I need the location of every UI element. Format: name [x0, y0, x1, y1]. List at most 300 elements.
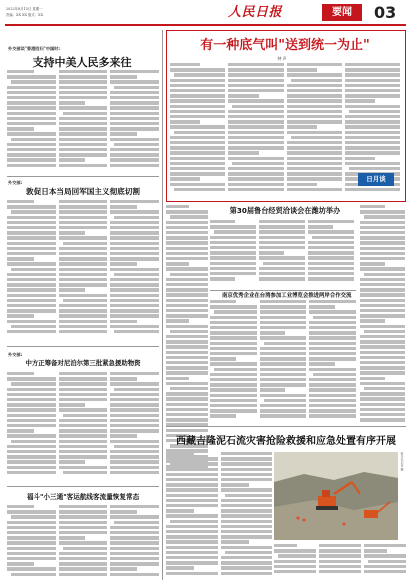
body-text-line	[110, 80, 159, 83]
body-text-line	[225, 551, 273, 554]
newspaper-logo: 人民日报	[228, 5, 283, 20]
body-text-line	[260, 300, 307, 303]
body-text-line	[364, 215, 405, 218]
body-text-line	[287, 146, 342, 149]
body-text-line	[287, 183, 317, 186]
body-text-line	[110, 252, 159, 255]
body-text-line	[110, 398, 159, 401]
body-text-line	[59, 200, 108, 203]
body-text-line	[210, 336, 257, 339]
body-text-line	[287, 105, 342, 108]
body-text-line	[309, 305, 335, 308]
article2-headline: 敦促日本当局回军国主义彻底切割	[26, 187, 140, 196]
body-text-line	[345, 89, 400, 92]
body-text-line	[210, 352, 257, 355]
body-text-line	[59, 557, 108, 560]
body-text-line	[7, 429, 34, 432]
body-text-line	[260, 373, 307, 376]
body-text-line	[166, 257, 208, 260]
body-text-line	[59, 268, 108, 271]
body-text-line	[221, 473, 273, 476]
body-text-line	[259, 251, 284, 254]
body-text-line	[110, 573, 159, 576]
body-text-line	[59, 80, 108, 83]
body-text-line	[345, 94, 400, 97]
body-text-line	[309, 362, 335, 365]
news-photo	[274, 452, 398, 540]
body-text-line	[166, 468, 218, 471]
body-text-line	[210, 267, 256, 270]
body-text-line	[110, 205, 137, 208]
body-text-line	[110, 96, 159, 99]
body-text-line	[59, 283, 108, 286]
body-text-line	[110, 91, 159, 94]
body-text-line	[110, 164, 159, 167]
body-text-line	[263, 262, 305, 265]
body-text-line	[308, 251, 354, 254]
body-text-line	[364, 273, 405, 276]
body-text-line	[287, 188, 342, 191]
body-text-line	[232, 162, 283, 165]
body-text-line	[360, 293, 405, 296]
tibet-body	[166, 452, 272, 580]
body-text-line	[287, 110, 342, 113]
body-text-line	[228, 94, 258, 97]
body-text-line	[11, 382, 56, 385]
body-text-line	[214, 368, 257, 371]
body-text-line	[221, 499, 273, 502]
body-text-line	[166, 309, 208, 312]
body-text-line	[312, 236, 354, 239]
body-text-line	[360, 288, 405, 291]
body-text-line	[319, 554, 361, 557]
section-label: 要闻	[322, 4, 362, 21]
body-text-line	[110, 138, 159, 141]
body-text-line	[7, 96, 56, 99]
body-text-line	[110, 299, 159, 302]
body-text-line	[110, 247, 159, 250]
body-text-line	[360, 314, 405, 317]
body-text-line	[210, 277, 235, 280]
body-text-line	[166, 356, 208, 359]
body-text-line	[166, 205, 189, 208]
body-text-line	[170, 151, 225, 154]
body-text-line	[360, 257, 405, 260]
body-text-line	[59, 138, 108, 141]
body-text-line	[345, 105, 400, 108]
body-text-line	[170, 387, 208, 390]
body-text-line	[309, 409, 356, 412]
body-text-line	[287, 172, 342, 175]
body-text-line	[7, 252, 56, 255]
body-text-line	[360, 267, 405, 270]
divider	[7, 176, 159, 177]
body-text-line	[7, 466, 56, 469]
commentary-byline: 钟 声	[277, 56, 287, 61]
body-text-line	[360, 304, 405, 307]
body-text-line	[7, 552, 56, 555]
body-text-line	[59, 143, 108, 146]
body-text-line	[110, 127, 159, 130]
body-text-line	[166, 340, 208, 343]
body-text-line	[360, 377, 385, 380]
body-text-line	[228, 151, 258, 154]
body-text-line	[360, 408, 405, 411]
body-text-line	[221, 462, 273, 465]
body-text-line	[345, 120, 400, 123]
body-text-line	[166, 473, 218, 476]
body-text-line	[166, 494, 218, 497]
body-text-line	[110, 372, 159, 375]
body-text-line	[228, 79, 283, 82]
body-text-line	[7, 101, 56, 104]
body-text-line	[166, 299, 208, 302]
body-text-line	[59, 552, 108, 555]
body-text-line	[210, 262, 256, 265]
body-text-line	[166, 335, 208, 338]
body-text-line	[59, 314, 108, 317]
body-text-line	[360, 403, 405, 406]
body-text-line	[59, 455, 108, 458]
body-text-line	[260, 347, 307, 350]
body-text-line	[114, 388, 159, 391]
body-text-line	[210, 342, 257, 345]
body-text-line	[221, 566, 273, 569]
body-text-line	[7, 288, 56, 291]
body-text-line	[360, 226, 405, 229]
body-text-line	[170, 167, 225, 170]
body-text-line	[345, 84, 400, 87]
body-text-line	[264, 399, 307, 402]
body-text-line	[110, 200, 159, 203]
body-text-line	[170, 68, 225, 71]
body-text-line	[364, 330, 405, 333]
body-text-line	[110, 325, 159, 328]
body-text-line	[59, 419, 108, 422]
body-text-line	[287, 94, 342, 97]
body-text-line	[166, 366, 208, 369]
body-text-line	[59, 330, 108, 333]
body-text-line	[360, 345, 405, 348]
body-text-line	[259, 272, 305, 275]
body-text-line	[110, 294, 159, 297]
body-text-line	[7, 278, 56, 281]
body-text-line	[287, 89, 342, 92]
body-text-line	[7, 562, 34, 565]
body-text-line	[110, 547, 159, 550]
body-text-line	[7, 521, 56, 524]
body-text-line	[221, 504, 273, 507]
body-text-line	[228, 73, 283, 76]
body-text-line	[59, 304, 108, 307]
body-text-line	[59, 210, 108, 213]
body-text-line	[210, 362, 257, 365]
body-text-line	[110, 101, 159, 104]
body-text-line	[11, 325, 56, 328]
body-text-line	[210, 305, 257, 308]
body-text-line	[59, 122, 108, 125]
body-text-line	[308, 246, 354, 249]
body-text-line	[221, 572, 273, 575]
body-text-line	[221, 452, 273, 455]
body-text-line	[214, 310, 257, 313]
body-text-line	[287, 99, 342, 102]
body-text-line	[287, 115, 342, 118]
masthead-rule	[5, 24, 406, 26]
body-text-line	[260, 336, 307, 339]
body-text-line	[274, 570, 316, 573]
body-text-line	[170, 120, 200, 123]
body-text-line	[360, 356, 405, 359]
body-text-line	[170, 99, 225, 102]
body-text-line	[170, 79, 225, 82]
body-text-line	[7, 541, 56, 544]
body-text-line	[259, 220, 305, 223]
body-text-line	[7, 403, 56, 406]
body-text-line	[210, 409, 257, 412]
body-text-line	[110, 236, 159, 239]
body-text-line	[360, 309, 405, 312]
body-text-line	[11, 80, 56, 83]
body-text-line	[59, 505, 108, 508]
body-text-line	[166, 278, 208, 281]
body-text-line	[210, 399, 257, 402]
body-text-line	[7, 148, 56, 151]
body-text-line	[166, 241, 208, 244]
body-text-line	[11, 210, 56, 213]
body-text-line	[166, 293, 208, 296]
body-text-line	[63, 471, 108, 474]
body-text-line	[59, 567, 108, 570]
body-text-line	[59, 408, 108, 411]
forum-body	[210, 220, 354, 286]
body-text-line	[110, 132, 137, 135]
body-text-line	[308, 230, 354, 233]
body-text-line	[59, 460, 86, 463]
body-text-line	[7, 153, 56, 156]
body-text-line	[110, 471, 159, 474]
body-text-line	[7, 330, 56, 333]
body-text-line	[360, 278, 405, 281]
body-text-line	[166, 452, 194, 455]
body-text-line	[345, 115, 400, 118]
body-text-line	[345, 188, 400, 191]
body-text-line	[309, 326, 356, 329]
body-text-line	[264, 342, 307, 345]
body-text-line	[364, 570, 406, 573]
body-text-line	[166, 561, 218, 564]
body-text-line	[110, 278, 159, 281]
body-text-line	[360, 325, 405, 328]
body-text-line	[309, 404, 356, 407]
body-text-line	[360, 335, 405, 338]
body-text-line	[7, 262, 56, 265]
trade-headline: 南京优秀企业在台湾参加工业博览会推进两岸合作交流	[222, 293, 352, 299]
forum-headline: 第30届鲁台经贸洽谈会在潍坊举办	[229, 206, 341, 215]
body-text-line	[59, 382, 108, 385]
body-text-line	[360, 382, 405, 385]
body-text-line	[232, 105, 283, 108]
body-text-line	[7, 164, 56, 167]
body-text-line	[7, 414, 56, 417]
body-text-line	[59, 148, 108, 151]
body-text-line	[166, 210, 208, 213]
body-text-line	[368, 560, 406, 563]
body-text-line	[228, 120, 283, 123]
body-text-line	[7, 460, 56, 463]
body-text-line	[7, 314, 34, 317]
body-text-line	[59, 278, 108, 281]
body-text-line	[166, 488, 218, 491]
body-text-line	[110, 226, 159, 229]
body-text-line	[110, 450, 159, 453]
body-text-line	[110, 408, 159, 411]
body-text-line	[166, 514, 218, 517]
body-text-line	[59, 424, 108, 427]
body-text-line	[364, 565, 406, 568]
body-text-line	[210, 388, 257, 391]
body-text-line	[259, 277, 305, 280]
body-text-line	[59, 398, 108, 401]
editors-line: 责编：XX XX 版式：XX	[6, 13, 43, 17]
body-text-line	[7, 132, 56, 135]
body-text-line	[59, 526, 108, 529]
body-text-line	[287, 162, 342, 165]
body-text-line	[166, 418, 208, 421]
body-text-line	[110, 210, 159, 213]
body-text-line	[287, 151, 342, 154]
body-text-line	[210, 383, 257, 386]
body-text-line	[166, 325, 208, 328]
body-text-line	[287, 125, 317, 128]
divider	[7, 486, 159, 487]
body-text-line	[114, 216, 159, 219]
body-text-line	[59, 434, 108, 437]
body-text-line	[59, 536, 86, 539]
body-text-line	[360, 299, 405, 302]
body-text-line	[59, 91, 108, 94]
body-text-line	[166, 262, 189, 265]
body-text-line	[166, 499, 218, 502]
article2-body	[7, 200, 159, 338]
body-text-line	[260, 368, 307, 371]
body-text-line	[7, 242, 56, 245]
body-text-line	[170, 520, 218, 523]
body-text-line	[59, 127, 108, 130]
body-text-line	[110, 455, 159, 458]
body-text-line	[166, 525, 218, 528]
body-text-line	[214, 230, 256, 233]
body-text-line	[110, 148, 159, 151]
body-text-line	[7, 526, 56, 529]
body-text-line	[360, 247, 405, 250]
body-text-line	[110, 515, 159, 518]
body-text-line	[228, 146, 283, 149]
body-text-line	[221, 561, 273, 564]
divider	[166, 426, 406, 427]
body-text-line	[364, 544, 406, 547]
body-text-line	[59, 262, 108, 265]
body-text-line	[166, 551, 218, 554]
body-text-line	[287, 63, 342, 66]
body-text-line	[210, 256, 256, 259]
body-text-line	[166, 478, 218, 481]
body-text-line	[110, 567, 137, 570]
body-text-line	[166, 457, 218, 460]
body-text-line	[360, 397, 405, 400]
body-text-line	[166, 392, 208, 395]
commentary-headline: 有一种底气叫"送到统一为止"	[200, 38, 370, 53]
body-text-line	[170, 141, 225, 144]
body-text-line	[110, 309, 159, 312]
body-text-line	[174, 131, 225, 134]
body-text-line	[345, 79, 400, 82]
article2-kicker: 外交部:	[8, 180, 23, 185]
body-text-line	[7, 143, 56, 146]
body-text-line	[260, 383, 307, 386]
body-text-line	[110, 505, 159, 508]
body-text-line	[259, 267, 305, 270]
body-text-line	[170, 136, 225, 139]
body-text-line	[210, 251, 256, 254]
body-text-line	[308, 267, 354, 270]
body-text-line	[59, 252, 108, 255]
article1-body	[7, 70, 159, 170]
body-text-line	[308, 272, 354, 275]
body-text-line	[7, 299, 56, 302]
body-text-line	[166, 572, 218, 575]
body-text-line	[287, 167, 342, 170]
body-text-line	[221, 556, 273, 559]
body-text-line	[345, 141, 400, 144]
divider	[7, 346, 159, 347]
body-text-line	[166, 509, 194, 512]
body-text-line	[110, 557, 159, 560]
body-text-line	[166, 361, 208, 364]
body-text-line	[319, 560, 361, 563]
body-text-line	[59, 101, 86, 104]
body-text-line	[360, 231, 405, 234]
body-text-line	[221, 535, 273, 538]
body-text-line	[7, 408, 56, 411]
body-text-line	[110, 403, 159, 406]
body-text-line	[287, 120, 342, 123]
trade-body	[210, 300, 356, 420]
body-text-line	[170, 183, 225, 186]
body-text-line	[7, 531, 56, 534]
body-text-line	[59, 288, 86, 291]
body-text-line	[319, 570, 361, 573]
body-text-line	[174, 188, 225, 191]
body-text-line	[170, 462, 218, 465]
body-text-line	[11, 440, 56, 443]
article4-headline: 福斗"小三通"客运航线客流量恢复常态	[26, 493, 140, 501]
body-text-line	[59, 325, 108, 328]
body-text-line	[309, 336, 356, 339]
body-text-line	[210, 347, 257, 350]
body-text-line	[7, 122, 56, 125]
body-text-line	[360, 340, 405, 343]
body-text-line	[166, 314, 208, 317]
body-text-line	[345, 136, 400, 139]
body-text-line	[345, 151, 400, 154]
body-text-line	[228, 183, 283, 186]
article3-body	[7, 372, 159, 480]
body-text-line	[309, 342, 356, 345]
body-text-line	[11, 573, 56, 576]
body-text-line	[228, 188, 283, 191]
body-text-line	[166, 566, 194, 569]
